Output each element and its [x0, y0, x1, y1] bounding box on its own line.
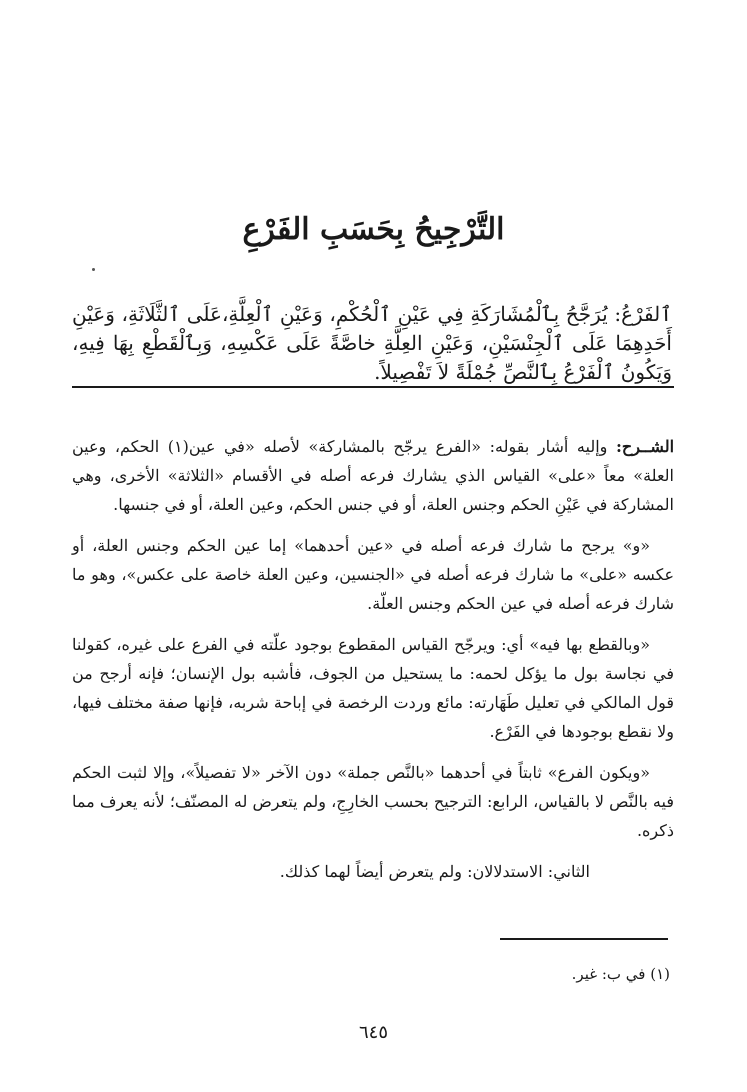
page-number: ٦٤٥ — [358, 1022, 388, 1043]
matn-text: ٱلفَرْعُ: يُرَجَّحُ بِٱلْمُشَارَكَةِ فِي عَيْنِ ٱلْحُكْمِ، وَعَيْنِ ٱلْعِلَّةِ،عَلَى ٱلثَّلَاثَةِ، وَعَيْنِ أَحَدِهِمَا عَلَى ٱلْجِنْسَيْنِ، وَعَيْنِ العِلَّةِ خاصَّةً عَلَى عَكْسِهِ، وَبِٱلْقَطْعِ بِهَا فِيهِ، وَيَكُونُ ٱلْفَرْعُ بِٱلنَّصِّ جُمْلَةً لاَ تَفْصِيلاً. — [72, 302, 672, 384]
commentary-section — [72, 432, 674, 898]
commentary-paragraph-1-text: وإليه أشار بقوله: «الفرع يرجّح بالمشاركة» لأصله «في عين(١) الحكم، وعين العلة» معاً «على» القياس الذي يشارك فرعه أصله في الأقسام «الثلاثة» الأخرى، وهي المشاركة في عَيْنِ الحكم وجنس العلة، أو في جنس الحكم، وعين العلة، أو في جنسها. — [72, 437, 674, 514]
commentary-paragraph-3: «وبالقطع بها فيه» أي: ويرجّح القياس المقطوع بوجود علّته في الفرع على غيره، كقولنا في نجاسة بول ما يؤكل لحمه: ما يستحيل من الجوف، فأشبه بول الإنسان؛ فإنه أرجح من قول المالكي في تعليل طَهَارته: مائع وردت الرخصة في إباحة شربه، فإنها صفة مختلف فيها، ولا نقطع بوجودها في الفَرْع. — [72, 635, 674, 741]
commentary-paragraph-5: الثاني: الاستدلالان: ولم يتعرض أيضاً لهما كذلك. — [279, 862, 590, 881]
commentary-paragraph-1 — [72, 432, 674, 519]
footnote: (١) في ب: غير. — [571, 965, 670, 983]
commentary-paragraph-2: «و» يرجح ما شارك فرعه أصله في «عين أحدهما» إما عين الحكم وجنس العلة، أو عكسه «على» ما شارك فرعه أصله في «الجنسين، وعين العلة خاصة على عكس»، وهو ما شارك فرعه أصله في عين الحكم وجنس العلّة. — [72, 536, 674, 613]
chapter-title: التَّرْجِيحُ بِحَسَبِ الفَرْعِ — [242, 212, 505, 247]
commentary-label: الشــرح: — [615, 437, 675, 456]
page-speck — [92, 268, 95, 271]
footnote-divider — [500, 938, 668, 940]
matn-divider — [72, 386, 674, 388]
commentary-paragraph-4: «ويكون الفرع» ثابتاً في أحدهما «بالنَّص جملة» دون الآخر «لا تفصيلاً»، وإلا لثبت الحكم فيه بالنَّص لا بالقياس، الرابع: الترجيح بحسب الخارِجِ، ولم يتعرض له المصنّف؛ لأنه يعرف مما ذكره. — [72, 763, 674, 840]
